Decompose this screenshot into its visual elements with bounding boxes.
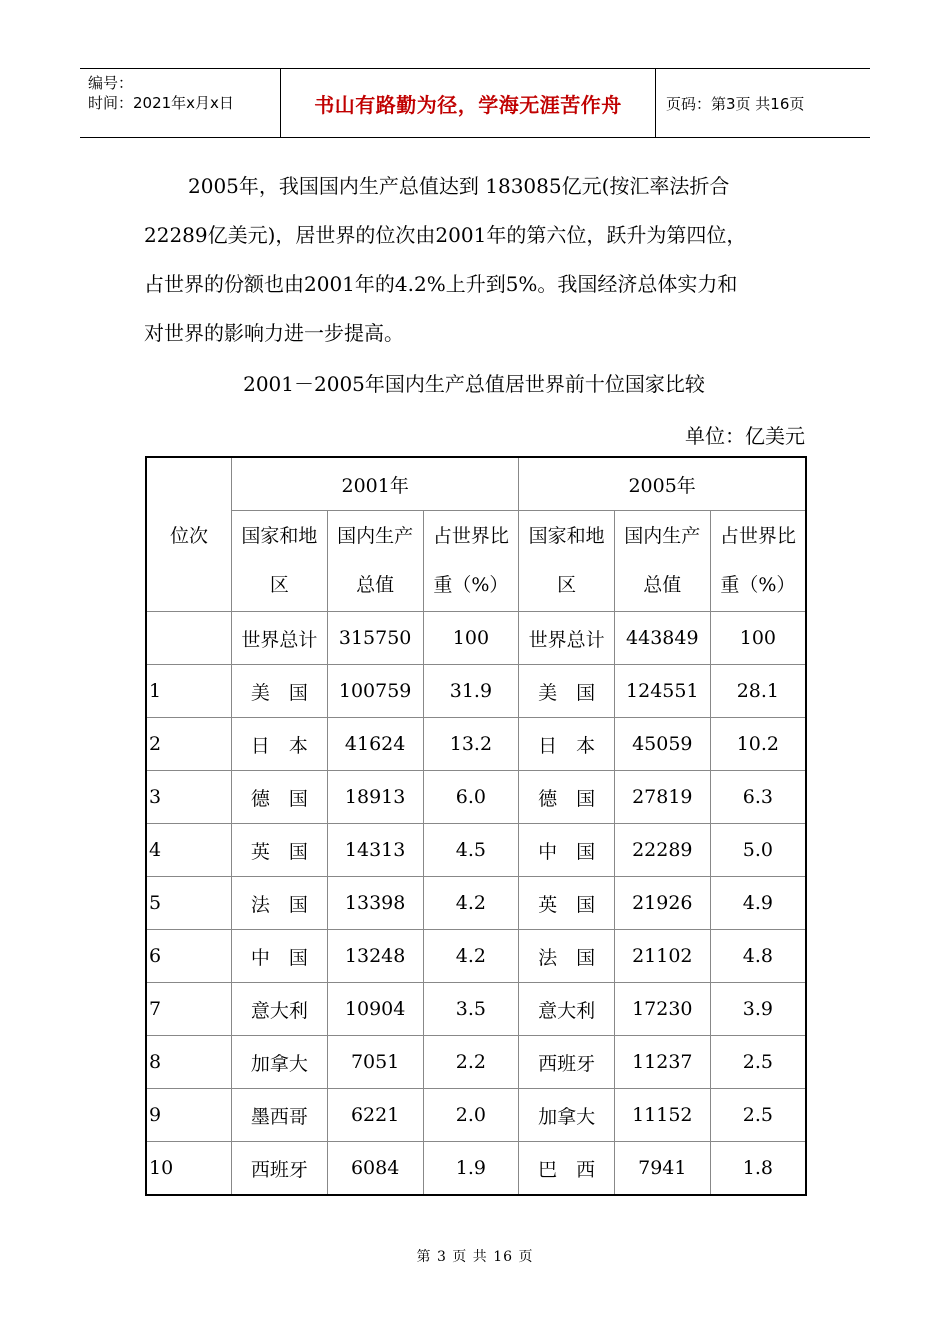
rank-cell: 10 (146, 1142, 232, 1196)
share-cell: 5.0 (710, 824, 806, 877)
country-cell: 意大利 (519, 983, 615, 1036)
share-cell: 13.2 (423, 718, 519, 771)
share-cell: 31.9 (423, 665, 519, 718)
country-cell: 法 国 (519, 930, 615, 983)
share-cell: 4.5 (423, 824, 519, 877)
gdp-cell: 17230 (614, 983, 710, 1036)
body-paragraph (144, 162, 804, 358)
country-cell: 世界总计 (232, 612, 328, 665)
rank-cell: 4 (146, 824, 232, 877)
rank-cell: 3 (146, 771, 232, 824)
table-subheader-row (146, 511, 806, 612)
rank-header: 位次 (146, 457, 232, 612)
rank-cell (146, 612, 232, 665)
country-cell: 加拿大 (519, 1089, 615, 1142)
country-cell: 加拿大 (232, 1036, 328, 1089)
col-country-header: 国家和地区 (519, 511, 615, 612)
table-row (146, 983, 806, 1036)
year-2005-header: 2005年 (519, 457, 806, 511)
share-cell: 3.5 (423, 983, 519, 1036)
country-cell: 德 国 (232, 771, 328, 824)
col-gdp-header: 国内生产总值 (327, 511, 423, 612)
gdp-cell: 100759 (327, 665, 423, 718)
country-cell: 英 国 (232, 824, 328, 877)
country-cell: 美 国 (519, 665, 615, 718)
rank-cell: 1 (146, 665, 232, 718)
gdp-cell: 443849 (614, 612, 710, 665)
table-row (146, 877, 806, 930)
share-cell: 4.2 (423, 877, 519, 930)
table-row (146, 1089, 806, 1142)
share-cell: 2.0 (423, 1089, 519, 1142)
country-cell: 西班牙 (519, 1036, 615, 1089)
share-cell: 100 (423, 612, 519, 665)
table-row (146, 930, 806, 983)
header-page-label: 页码：第3页 共16页 (666, 94, 805, 113)
gdp-cell: 6221 (327, 1089, 423, 1142)
country-cell: 西班牙 (232, 1142, 328, 1196)
document-time-label: 时间：2021年x月x日 (88, 94, 234, 112)
country-cell: 日 本 (519, 718, 615, 771)
paragraph-line: 占世界的份额也由2001年的4.2%上升到5%。我国经济总体实力和 (144, 272, 738, 296)
rank-cell: 2 (146, 718, 232, 771)
country-cell: 日 本 (232, 718, 328, 771)
country-cell: 墨西哥 (232, 1089, 328, 1142)
gdp-cell: 41624 (327, 718, 423, 771)
gdp-cell: 21926 (614, 877, 710, 930)
page-footer: 第 3 页 共 16 页 (416, 1249, 534, 1265)
share-cell: 6.3 (710, 771, 806, 824)
gdp-table (145, 456, 807, 1196)
share-cell: 2.5 (710, 1036, 806, 1089)
col-country-header: 国家和地区 (232, 511, 328, 612)
gdp-cell: 6084 (327, 1142, 423, 1196)
gdp-cell: 7941 (614, 1142, 710, 1196)
header-motto: 书山有路勤为径，学海无涯苦作舟 (280, 69, 656, 137)
share-cell: 4.2 (423, 930, 519, 983)
share-cell: 1.9 (423, 1142, 519, 1196)
rank-cell: 9 (146, 1089, 232, 1142)
gdp-cell: 315750 (327, 612, 423, 665)
share-cell: 3.9 (710, 983, 806, 1036)
table-row (146, 665, 806, 718)
table-row (146, 824, 806, 877)
col-share-header: 占世界比重（%） (710, 511, 806, 612)
page-header (80, 68, 870, 138)
rank-cell: 6 (146, 930, 232, 983)
country-cell: 美 国 (232, 665, 328, 718)
gdp-cell: 11152 (614, 1089, 710, 1142)
country-cell: 法 国 (232, 877, 328, 930)
paragraph-line: 2005年，我国国内生产总值达到 183085亿元(按汇率法折合 (188, 174, 730, 198)
table-row-world-total (146, 612, 806, 665)
document-number-label: 编号： (88, 74, 134, 92)
share-cell: 2.5 (710, 1089, 806, 1142)
gdp-cell: 22289 (614, 824, 710, 877)
country-cell: 德 国 (519, 771, 615, 824)
table-title: 2001－2005年国内生产总值居世界前十位国家比较 (243, 372, 705, 396)
share-cell: 6.0 (423, 771, 519, 824)
gdp-cell: 10904 (327, 983, 423, 1036)
paragraph-line: 对世界的影响力进一步提高。 (144, 321, 404, 345)
gdp-cell: 124551 (614, 665, 710, 718)
country-cell: 巴 西 (519, 1142, 615, 1196)
gdp-cell: 7051 (327, 1036, 423, 1089)
gdp-cell: 21102 (614, 930, 710, 983)
col-share-header: 占世界比重（%） (423, 511, 519, 612)
rank-cell: 7 (146, 983, 232, 1036)
year-2001-header: 2001年 (232, 457, 519, 511)
country-cell: 英 国 (519, 877, 615, 930)
table-row (146, 771, 806, 824)
share-cell: 4.8 (710, 930, 806, 983)
paragraph-line: 22289亿美元)，居世界的位次由2001年的第六位，跃升为第四位， (144, 223, 747, 247)
gdp-cell: 18913 (327, 771, 423, 824)
country-cell: 中 国 (519, 824, 615, 877)
table-unit: 单位：亿美元 (685, 424, 805, 448)
country-cell: 世界总计 (519, 612, 615, 665)
share-cell: 28.1 (710, 665, 806, 718)
share-cell: 2.2 (423, 1036, 519, 1089)
share-cell: 4.9 (710, 877, 806, 930)
share-cell: 100 (710, 612, 806, 665)
country-cell: 中 国 (232, 930, 328, 983)
gdp-cell: 13248 (327, 930, 423, 983)
table-row (146, 718, 806, 771)
country-cell: 意大利 (232, 983, 328, 1036)
gdp-cell: 45059 (614, 718, 710, 771)
col-gdp-header: 国内生产总值 (614, 511, 710, 612)
table-row (146, 1036, 806, 1089)
gdp-cell: 11237 (614, 1036, 710, 1089)
gdp-cell: 13398 (327, 877, 423, 930)
share-cell: 10.2 (710, 718, 806, 771)
gdp-cell: 14313 (327, 824, 423, 877)
table-row (146, 1142, 806, 1196)
share-cell: 1.8 (710, 1142, 806, 1196)
header-meta (80, 69, 280, 137)
gdp-cell: 27819 (614, 771, 710, 824)
rank-cell: 8 (146, 1036, 232, 1089)
rank-cell: 5 (146, 877, 232, 930)
table-header-row (146, 457, 806, 511)
